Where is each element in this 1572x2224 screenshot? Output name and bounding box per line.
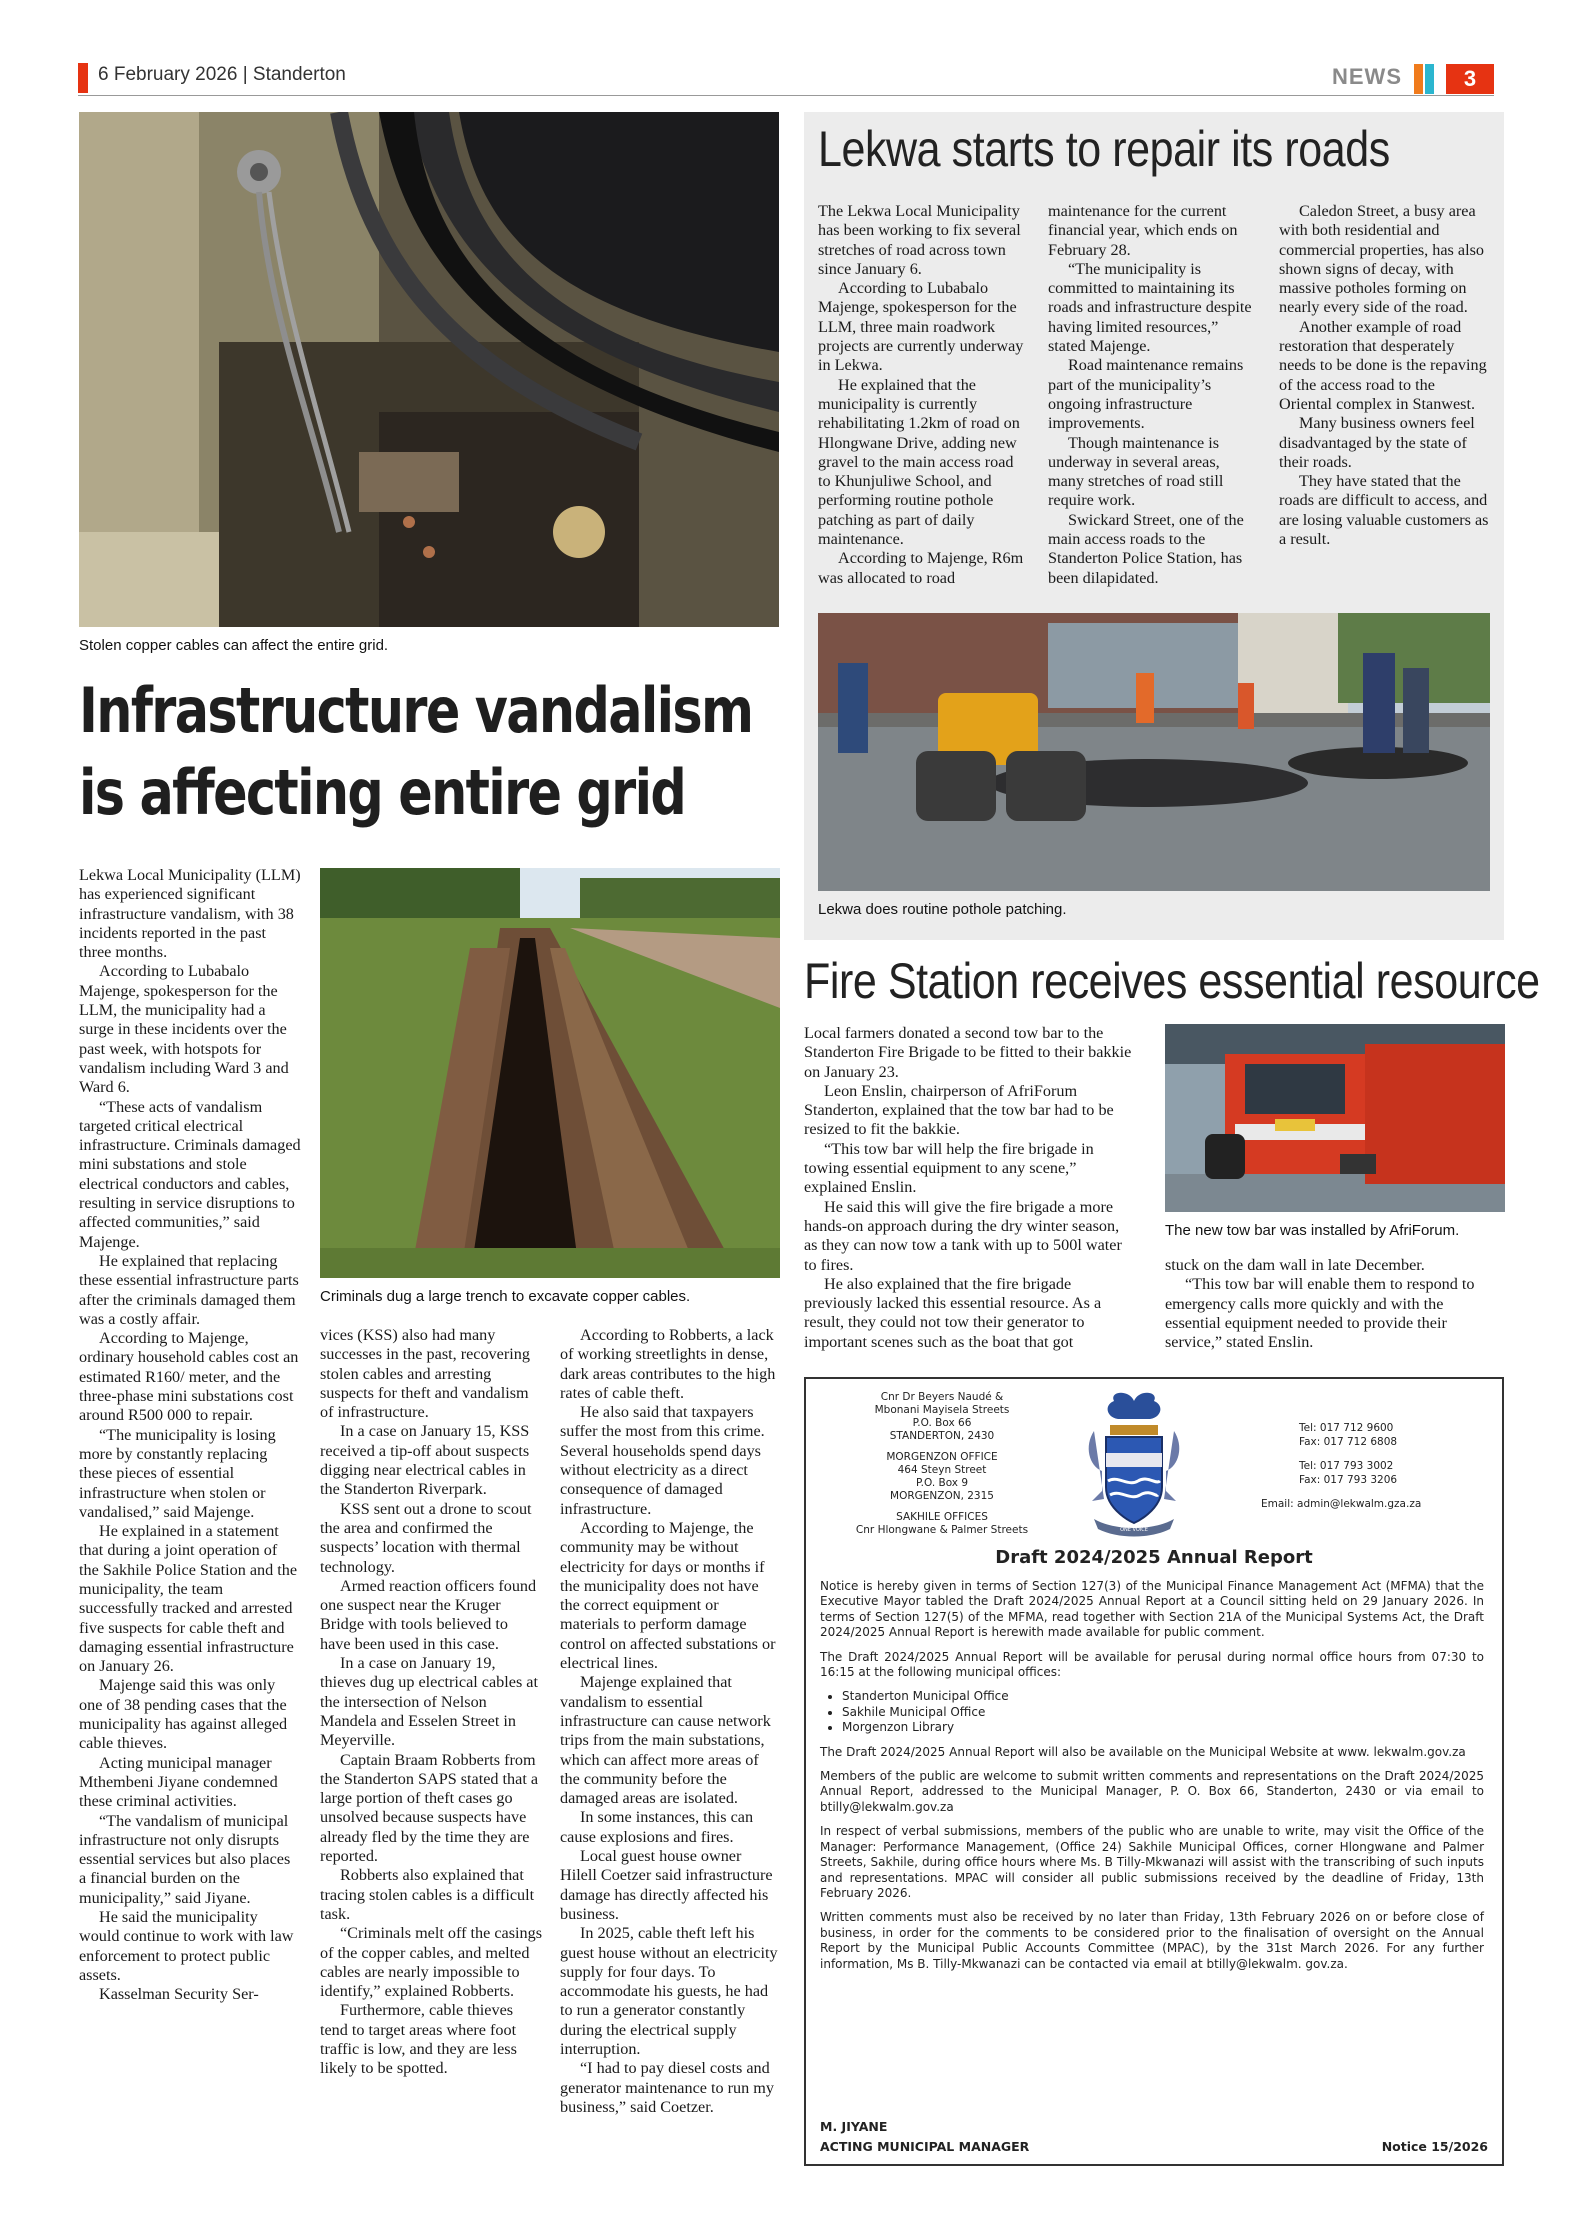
paragraph: Caledon Street, a busy area with both residential and commercial properties, has also shown signs of decay, with massive potholes forming on nearly every side of the road.	[1279, 202, 1484, 317]
spacer	[1261, 1487, 1491, 1497]
municipal-notice	[804, 1377, 1504, 2166]
photo-tow-bar	[1165, 1024, 1505, 1212]
paragraph: He said the municipality would continue to work with law enforcement to protect public assets.	[79, 1908, 294, 1984]
contact-email: Email: admin@lekwalm.gza.za	[1261, 1498, 1422, 1510]
paragraph: Majenge explained that vandalism to essential infrastructure can cause network trips from the main substations, which can affect more areas of the community before the damaged areas are isolated.	[560, 1673, 771, 1808]
photo-pothole-patching	[818, 613, 1490, 891]
paragraph: Many business owners feel disadvantaged by the state of their roads.	[1279, 414, 1475, 471]
paragraph: He said this will give the fire brigade a more hands-on approach during the dry winter season, as they can now tow a tank with up to 500l water to fires.	[804, 1197, 1122, 1274]
paragraph: Robberts also explained that tracing stolen cables is a difficult task.	[320, 1866, 535, 1923]
roads-column-3	[1279, 202, 1489, 549]
address-line: Cnr Dr Beyers Naudé &	[880, 1391, 1004, 1403]
paragraph: Though maintenance is underway in several areas, many stretches of road still require work.	[1048, 433, 1224, 510]
paragraph: “I had to pay diesel costs and generator maintenance to run my business,” said Coetzer.	[560, 2059, 774, 2116]
paragraph: Armed reaction officers found one suspect near the Kruger Bridge with tools believed to have been used in this case.	[320, 1576, 537, 1653]
paragraph: According to Lubabalo Majenge, spokesperson for the LLM, the municipality had a surge in these incidents over the past week, with hotspots for vandalism including Ward 3 and Ward 6.	[79, 962, 289, 1097]
fire-column-2	[1165, 1256, 1500, 1352]
paragraph: He also explained that the fire brigade previously lacked this essential resource. As a result, they could not tow their generator to important scenes such as the boat that got	[804, 1274, 1102, 1351]
notice-paragraph: In respect of verbal submissions, members of the public who are unable to write, may visit the Office of the Manager: Performance Management, (Office 24) Sakhile Municipal Offices, corner Hlongwane and Palmer Streets, Sakhile, during office hours where Ms. B Tilly-Mkwanazi will assist with the transcribing of such inputs and representations. MPAC will consider all public submissions received by the deadline of Friday, 13th February 2026.	[820, 1824, 1484, 1900]
address-line: 464 Steyn Street	[897, 1464, 987, 1476]
paragraph: Majenge said this was only one of 38 pending cases that the municipality has against alleged cable thieves.	[79, 1676, 288, 1753]
paragraph: stuck on the dam wall in late December.	[1165, 1256, 1425, 1274]
crest-motto: ONE VOICE	[1120, 1527, 1148, 1533]
address-line: P.O. Box 9	[915, 1477, 969, 1489]
paragraph: “The municipality is committed to maintaining its roads and infrastructure despite having limited resources,” stated Majenge.	[1048, 259, 1252, 356]
notice-number: Notice 15/2026	[1381, 2139, 1488, 2154]
paragraph: Road maintenance remains part of the municipality’s ongoing infrastructure improvements.	[1048, 356, 1244, 433]
paragraph: He explained that the municipality is currently rehabilitating 1.2km of road on Hlongwane Drive, adding new gravel to the main access road to Khunjuliwe School, and performing routine pothole patching as part of daily maintenance.	[818, 375, 1020, 549]
address-line: SAKHILE OFFICES	[896, 1511, 988, 1523]
office-item: • Standerton Municipal Office	[842, 1689, 1484, 1704]
header-date-place: 6 February 2026 | Standerton	[98, 64, 346, 85]
page-number: 3	[1446, 64, 1494, 94]
paragraph: Local farmers donated a second tow bar to the Standerton Fire Brigade to be fitted to their bakkie on January 23.	[804, 1024, 1132, 1081]
office-item: • Morgenzon Library	[842, 1720, 1484, 1735]
notice-paragraph: Notice is hereby given in terms of Section 127(3) of the Municipal Finance Management Act (MFMA) that the Executive Mayor tabled the Draft 2024/2025 Annual Report at a Council sitting held on 29 January 2026. In terms of Section 127(5) of the MFMA, read together with Section 21A of the Municipal Systems Act, the Draft 2024/2025 Annual Report is herewith made available for public comment.	[820, 1579, 1484, 1640]
paragraph: In 2025, cable theft left his guest house without an electricity supply for four days. To accommodate his guests, he had to run a generator constantly during the electrical supply interruption.	[560, 1924, 778, 2058]
photo-caption-cables: Stolen copper cables can affect the entire grid.	[79, 637, 389, 654]
contact-line: Tel: 017 793 3002	[1299, 1460, 1394, 1472]
spacer	[832, 1443, 1052, 1451]
address-line: P.O. Box 66	[912, 1417, 972, 1429]
paragraph: “The municipality is losing more by constantly replacing these pieces of essential infrastructure when stolen or vandalised,” said Majenge.	[79, 1425, 276, 1521]
spacer	[1261, 1449, 1491, 1459]
vandalism-column-2	[320, 1326, 542, 2079]
contact-line: Fax: 017 712 6808	[1299, 1436, 1398, 1448]
paragraph: According to Majenge, ordinary household cables cost an estimated R160/ meter, and the three-phase mini substations cost around R500 000 to repair.	[79, 1329, 299, 1425]
section-accent-teal	[1425, 64, 1434, 94]
fire-column-1	[804, 1024, 1134, 1352]
contact-line: Fax: 017 793 3206	[1299, 1474, 1398, 1486]
photo-caption-trench: Criminals dug a large trench to excavate copper cables.	[320, 1288, 691, 1305]
address-line: Mbonani Mayisela Streets	[874, 1404, 1010, 1416]
roads-column-1	[818, 202, 1026, 588]
paragraph: He explained that replacing these essential infrastructure parts after the criminals damaged them was a costly affair.	[79, 1251, 299, 1328]
spacer	[832, 1503, 1052, 1511]
notice-paragraph: Written comments must also be received by no later than Friday, 13th February 2026 on or before close of business, in order for the comments to be considered prior to the finalisation of oversight on the Annual Report by the Municipal Public Accounts Committee (MPAC), by the 31st March 2026. For any further information, Ms B. Tilly-Mkwanazi can be contacted via email at btilly@lekwalm. gov.za.	[820, 1910, 1484, 1971]
paragraph: According to Majenge, the community may be without electricity for days or months if the municipality does not have the correct equipment or materials to perform damage control on affected substations or electrical lines.	[560, 1518, 776, 1673]
paragraph: “This tow bar will help the fire brigade in towing essential equipment to any scene,” explained Enslin.	[804, 1139, 1094, 1197]
notice-paragraph: The Draft 2024/2025 Annual Report will also be available on the Municipal Website at www. lekwalm.gov.za	[820, 1744, 1466, 1759]
notice-title: Draft 2024/2025 Annual Report	[995, 1547, 1313, 1568]
paragraph: “Criminals melt off the casings of the copper cables, and melted cables are nearly impossible to identify,” explained Robberts.	[320, 1924, 543, 2001]
paragraph: They have stated that the roads are difficult to access, and are losing valuable customers as a result.	[1279, 472, 1489, 549]
paragraph: In some instances, this can cause explosions and fires.	[560, 1808, 754, 1846]
paragraph: vices (KSS) also had many successes in the past, recovering stolen cables and arresting suspects for theft and vandalism of infrastructure.	[320, 1326, 530, 1422]
headline-roads: Lekwa starts to repair its roads	[818, 121, 1390, 177]
address-line: MORGENZON OFFICE	[886, 1451, 998, 1463]
photo-caption-pothole: Lekwa does routine pothole patching.	[818, 901, 1067, 918]
header-rule	[78, 95, 1494, 96]
paragraph: “These acts of vandalism targeted critical electrical infrastructure. Criminals damaged mini substations and stole electrical conductors and cables, resulting in service disruptions to affected communities,” said Majenge.	[79, 1097, 301, 1251]
signatory-title: ACTING MUNICIPAL MANAGER	[820, 2139, 1030, 2154]
section-label: NEWS	[1332, 64, 1402, 89]
office-item: • Sakhile Municipal Office	[842, 1705, 1484, 1720]
paragraph: In a case on January 19, thieves dug up electrical cables at the intersection of Nelson Mandela and Esselen Street in Meyerville.	[320, 1654, 538, 1750]
paragraph: He explained in a statement that during a joint operation of the Sakhile Police Station and the municipality, the team successfully tracked and arrested five suspects for cable theft and damaging essential infrastructure on January 26.	[79, 1522, 298, 1676]
paragraph: According to Majenge, R6m was allocated to road	[818, 549, 1024, 587]
paragraph: Another example of road restoration that desperately needs to be done is the repaving of the access road to the Oriental complex in Stanwest.	[1279, 317, 1487, 413]
paragraph: In a case on January 15, KSS received a tip-off about suspects digging near electrical cables in the Standerton Riverpark.	[320, 1422, 530, 1499]
vandalism-column-1	[79, 866, 301, 2005]
paragraph: Furthermore, cable thieves tend to target areas where foot traffic is low, and they are less likely to be spotted.	[320, 2001, 517, 2078]
paragraph: KSS sent out a drone to scout the area and confirmed the suspects’ location with thermal technology.	[320, 1499, 532, 1576]
photo-stolen-cables	[79, 112, 779, 627]
photo-trench	[320, 868, 780, 1278]
paragraph: Local guest house owner Hilell Coetzer said infrastructure damage has directly affected his business.	[560, 1847, 773, 1923]
section-accent-orange	[1414, 64, 1423, 94]
paragraph: According to Lubabalo Majenge, spokesperson for the LLM, three main roadwork projects are currently underway in Lekwa.	[818, 279, 1024, 375]
signatory-name: M. JIYANE	[820, 2119, 888, 2134]
headline-vandalism-line2: is affecting entire grid	[79, 756, 686, 829]
paragraph: Lekwa Local Municipality (LLM) has experienced significant infrastructure vandalism, with 38 incidents reported in the past three months.	[79, 866, 301, 962]
paragraph: Leon Enslin, chairperson of AfriForum Standerton, explained that the tow bar had to be resized to fit the bakkie.	[804, 1081, 1114, 1139]
address-line: STANDERTON, 2430	[889, 1430, 995, 1442]
notice-paragraph: Members of the public are welcome to submit written comments and representations on the Draft 2024/2025 Annual Report, addressed to the Municipal Manager, P. O. Box 66, Standerton, 2430 or via email to btilly@lekwalm.gov.za	[820, 1769, 1484, 1814]
photo-caption-tow-bar: The new tow bar was installed by AfriForum.	[1165, 1222, 1460, 1239]
notice-contact-block	[1261, 1421, 1491, 1511]
paragraph: maintenance for the current financial year, which ends on February 28.	[1048, 202, 1238, 259]
headline-vandalism-line1: Infrastructure vandalism	[79, 674, 753, 747]
notice-body	[820, 1579, 1484, 1981]
notice-address-block	[832, 1391, 1052, 1537]
paragraph: “The vandalism of municipal infrastructure not only disrupts essential services but also places a financial burden on the municipality,” said Jiyane.	[79, 1811, 291, 1907]
paragraph: The Lekwa Local Municipality has been working to fix several stretches of road across town since January 6.	[818, 202, 1021, 278]
vandalism-column-3	[560, 1326, 782, 2117]
paragraph: Kasselman Security Ser-	[99, 1985, 259, 2004]
paragraph: He also said that taxpayers suffer the most from this crime. Several households spend days without electricity as a direct consequence of damaged infrastructure.	[560, 1403, 765, 1518]
address-line: Cnr Hlongwane & Palmer Streets	[855, 1524, 1029, 1536]
headline-fire-station: Fire Station receives essential resource	[804, 953, 1540, 1009]
paragraph: Acting municipal manager Mthembeni Jiyane condemned these criminal activities.	[79, 1753, 278, 1811]
paragraph: According to Robberts, a lack of working streetlights in dense, dark areas contributes to the high rates of cable theft.	[560, 1326, 776, 1402]
header-accent-bar	[78, 63, 88, 93]
municipal-crest-logo	[1084, 1391, 1184, 1541]
paragraph: “This tow bar will enable them to respond to emergency calls more quickly and with the essential equipment needed to provide their service,” stated Enslin.	[1165, 1275, 1475, 1352]
paragraph: Swickard Street, one of the main access roads to the Standerton Police Station, has been dilapidated.	[1048, 510, 1244, 587]
contact-line: Tel: 017 712 9600	[1299, 1422, 1394, 1434]
notice-paragraph: The Draft 2024/2025 Annual Report will be available for perusal during normal office hours from 07:30 to 16:15 at the following municipal offices:	[820, 1649, 1484, 1680]
paragraph: Captain Braam Robberts from the Standerton SAPS stated that a large portion of theft cases go unsolved because suspects have already fled by the time they are reported.	[320, 1750, 539, 1866]
roads-column-2	[1048, 202, 1256, 588]
address-line: MORGENZON, 2315	[890, 1490, 994, 1502]
office-list	[820, 1689, 1484, 1735]
